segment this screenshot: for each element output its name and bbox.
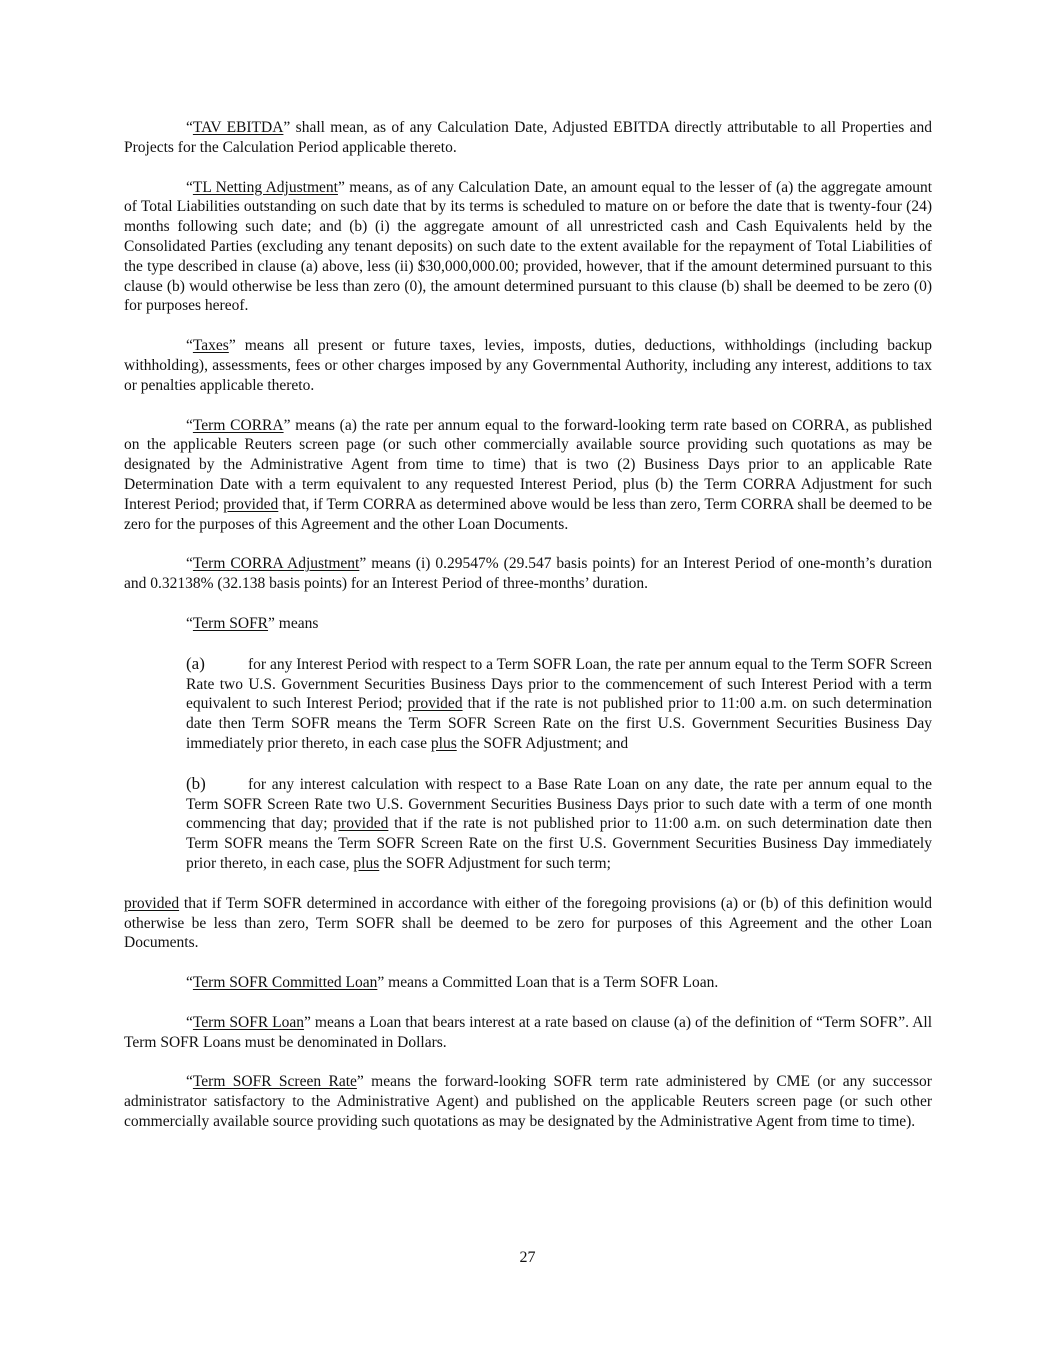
definition-tl-netting-adjustment: “TL Netting Adjustment” means, as of any Calculation Date, an amount equal to the lesser of (a) the aggregate amount of Total Liabilities outstanding on such date that by its terms is scheduled to mature on or before the date that is twenty-four (24) months following such date; and (b) (i) the aggregate amount of all unrestricted cash and Cash Equivalents held by the Consolidated Parties (excluding any tenant deposits) on such date to the extent available for the repayment of Total Liabilities of the type described in clause (a) above, less (ii) $30,000,000.00; provided, however, that if the amount determined pursuant to this clause (b) would otherwise be less than zero (0), the amount determined pursuant to this clause (b) shall be deemed to be zero (0) for purposes hereof. xyxy=(124,178,932,315)
term-sofr-proviso: provided that if Term SOFR determined in accordance with either of the foregoing provisions (a) or (b) of this definition would otherwise be less than zero, Term SOFR shall be deemed to be zero for purposes of this Agreement and the other Loan Documents. xyxy=(124,894,932,952)
definition-term-sofr-screen-rate: “Term SOFR Screen Rate” means the forward-looking SOFR term rate administered by CME (or any successor administrator satisfactory to the Administrative Agent) and published on the applicable Reuters screen page (or such other commercially available source providing such quotations as may be designated by the Administrative Agent from time to time). xyxy=(124,1073,932,1131)
definition-term-corra-adjustment: “Term CORRA Adjustment” means (i) 0.29547% (29.547 basis points) for an Interest Period of one-month’s duration and 0.32138% (32.138 basis points) for an Interest Period of three-months’ duration. xyxy=(124,555,932,593)
clause-label: (a) xyxy=(186,653,205,673)
defined-term: Term SOFR xyxy=(192,614,269,632)
definition-term-sofr: “Term SOFR” means xyxy=(186,614,319,632)
term-sofr-clause-b: (b) for any interest calculation with respect to a Base Rate Loan on any date, the rate per annum equal to the Term SOFR Screen Rate two U.S. Government Securities Business Days prior to such date with a term of one month commencing that day; provided that if the rate is not published prior to 11:00 a.m. on such determination date then Term SOFR means the Term SOFR Screen Rate on the first U.S. Government Securities Business Day immediately prior thereto, in each case, plus the SOFR Adjustment for such term; xyxy=(186,773,932,872)
page-number: 27 xyxy=(519,1249,536,1266)
definition-tav-ebitda: “TAV EBITDA” shall mean, as of any Calculation Date, Adjusted EBITDA directly attributable to all Properties and Projects for the Calculation Period applicable thereto. xyxy=(124,119,932,156)
definition-taxes: “Taxes” means all present or future taxes, levies, imposts, duties, deductions, withholdings (including backup withholding), assessments, fees or other charges imposed by any Governmental Authority, including any interest, additions to tax or penalties applicable thereto. xyxy=(124,337,932,394)
defined-term: Term CORRA Adjustment xyxy=(192,555,360,573)
defined-term: Term CORRA xyxy=(192,416,284,434)
defined-term: Term SOFR Screen Rate xyxy=(192,1073,357,1091)
term-sofr-clause-a: (a) for any Interest Period with respect to a Term SOFR Loan, the rate per annum equal to the Term SOFR Screen Rate two U.S. Government Securities Business Days prior to the commencement of such Interest Period with a term equivalent to such Interest Period; provided that if the rate is not published prior to 11:00 a.m. on such determination date then Term SOFR means the Term SOFR Screen Rate on the first U.S. Government Securities Business Day immediately prior thereto, in each case plus the SOFR Adjustment; and xyxy=(186,653,932,752)
defined-term: Term SOFR Loan xyxy=(192,1013,305,1031)
definition-term-sofr-committed-loan: “Term SOFR Committed Loan” means a Committed Loan that is a Term SOFR Loan. xyxy=(186,974,719,992)
document-page xyxy=(124,118,932,1152)
defined-term: Term SOFR Committed Loan xyxy=(192,974,378,992)
clause-label: (b) xyxy=(186,773,206,793)
defined-term: TAV EBITDA xyxy=(192,119,284,136)
defined-term: TL Netting Adjustment xyxy=(192,178,338,196)
defined-term: Taxes xyxy=(192,337,229,355)
definition-term-corra: “Term CORRA” means (a) the rate per annum equal to the forward-looking term rate based on CORRA, as published on the applicable Reuters screen page (or such other commercially available source providing such quotations as may be designated by the Administrative Agent from time to time) that is two (2) Business Days prior to an applicable Rate Determination Date with a term equivalent to any requested Interest Period, plus (b) the Term CORRA Adjustment for such Interest Period; provided that, if Term CORRA as determined above would be less than zero, Term CORRA shall be deemed to be zero for the purposes of this Agreement and the other Loan Documents. xyxy=(124,416,932,533)
definition-term-sofr-loan: “Term SOFR Loan” means a Loan that bears interest at a rate based on clause (a) of the definition of “Term SOFR”. All Term SOFR Loans must be denominated in Dollars. xyxy=(124,1013,932,1051)
